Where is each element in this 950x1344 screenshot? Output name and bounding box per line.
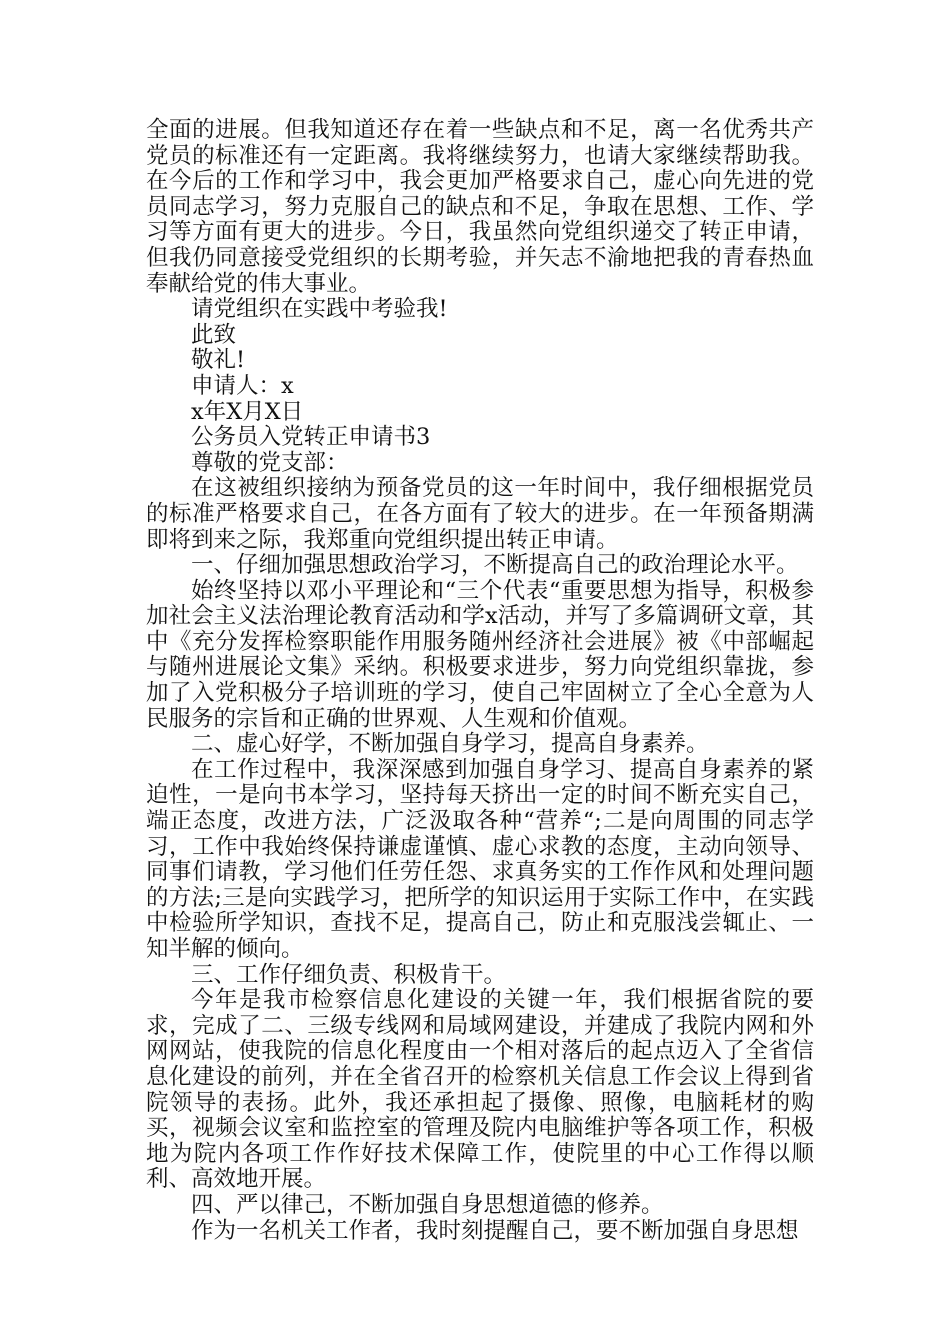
greeting: 尊敬的党支部：: [191, 449, 349, 476]
section-title: 公务员入党转正申请书3: [191, 424, 431, 451]
document-body: [146, 118, 814, 1244]
applicant-signature: 申请人：x: [191, 372, 294, 399]
closing-salutation: 此致: [191, 321, 237, 348]
paragraph: 在工作过程中，我深深感到加强自身学习、提高自身素养的紧迫性，一是向书本学习，坚持每天挤出一定的时间不断充实自己，端正态度，改进方法，广泛汲取各种“营养“;二是向周围的同志学习，工作中我始终保持谦虚谨慎、虚心求教的态度，主动向领导、同事们请教，学习他们任劳任怨、求真务实的工作作风和处理问题的方法;三是向实践学习，把所学的知识运用于实际工作中，在实践中检验所学知识，查找不足，提高自己，防止和克服浅尝辄止、一知半解的倾向。: [146, 756, 814, 962]
paragraph: 始终坚持以邓小平理论和“三个代表“重要思想为指导，积极参加社会主义法治理论教育活动和学x活动，并写了多篇调研文章，其中《充分发挥检察职能作用服务随州经济社会进展》被《中部崛起与随州进展论文集》采纳。积极要求进步，努力向党组织靠拢，参加了入党积极分子培训班的学习，使自己牢固树立了全心全意为人民服务的宗旨和正确的世界观、人生观和价值观。: [146, 577, 814, 732]
heading-four: 四、严以律己，不断加强自身思想道德的修养。: [191, 1191, 664, 1218]
heading-two: 二、虚心好学，不断加强自身学习，提高自身素养。: [191, 731, 709, 758]
paragraph: 全面的进展。但我知道还存在着一些缺点和不足，离一名优秀共产党员的标准还有一定距离。我将继续努力，也请大家继续帮助我。在今后的工作和学习中，我会更加严格要求自己，虚心向先进的党员同志学习，努力克服自己的缺点和不足，争取在思想、工作、学习等方面有更大的进步。今日，我虽然向党组织递交了转正申请，但我仍同意接受党组织的长期考验，并矢志不渝地把我的青春热血奉献给党的伟大事业。: [146, 117, 814, 297]
paragraph: 作为一名机关工作者，我时刻提醒自己，要不断加强自身思想: [191, 1217, 799, 1244]
paragraph: 请党组织在实践中考验我!: [191, 296, 448, 323]
heading-one: 一、仔细加强思想政治学习，不断提高自己的政治理论水平。: [191, 552, 799, 579]
closing-regards: 敬礼!: [191, 347, 246, 374]
paragraph: 在这被组织接纳为预备党员的这一年时间中，我仔细根据党员的标准严格要求自己，在各方面有了较大的进步。在一年预备期满即将到来之际，我郑重向党组织提出转正申请。: [146, 475, 814, 553]
heading-three: 三、工作仔细负责、积极肯干。: [191, 961, 507, 988]
application-date: x年X月X日: [191, 398, 304, 425]
paragraph: 今年是我市检察信息化建设的关键一年，我们根据省院的要求，完成了二、三级专线网和局域网建设，并建成了我院内网和外网网站，使我院的信息化程度由一个相对落后的起点迈入了全省信息化建设的前列，并在全省召开的检察机关信息工作会议上得到省院领导的表扬。此外，我还承担起了摄像、照像，电脑耗材的购买，视频会议室和监控室的管理及院内电脑维护等各项工作，积极地为院内各项工作作好技术保障工作，使院里的中心工作得以顺利、高效地开展。: [146, 987, 814, 1193]
